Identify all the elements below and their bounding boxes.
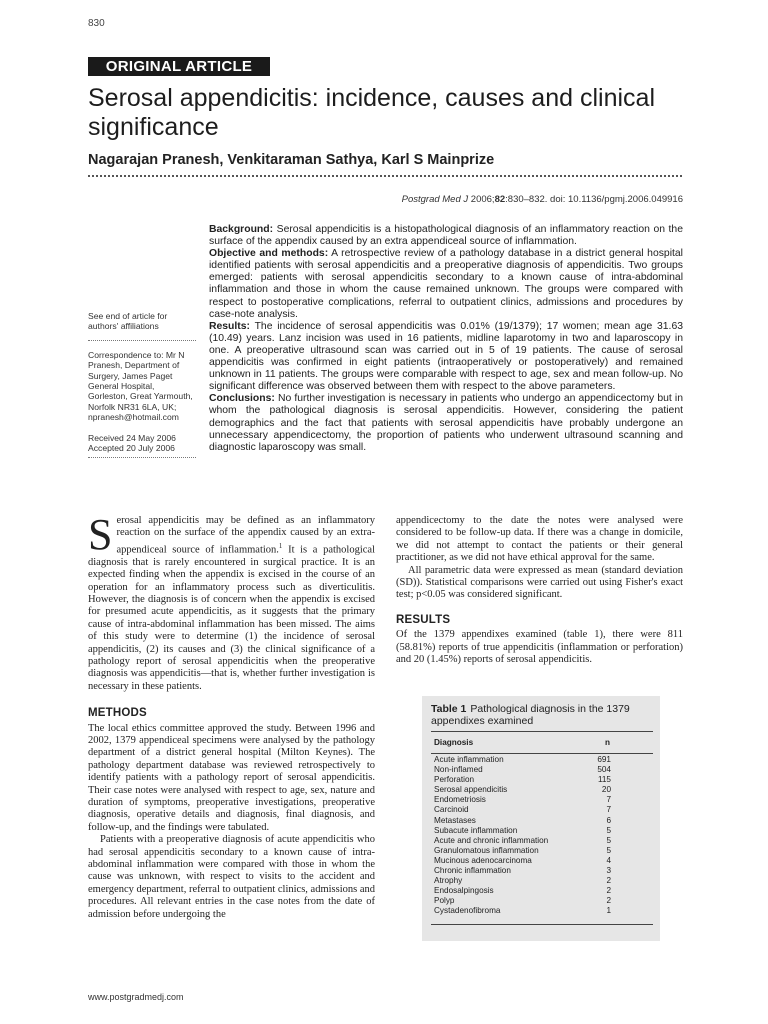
count-cell: 115 <box>597 775 611 785</box>
table-row <box>431 755 653 765</box>
diagnosis-cell: Endosalpingosis <box>434 886 494 896</box>
citation-volume: 82 <box>494 194 506 205</box>
table-row <box>431 876 653 886</box>
diagnosis-cell: Mucinous adenocarcinoma <box>434 855 532 865</box>
count-cell: 4 <box>606 855 611 865</box>
sidebar-divider <box>88 457 196 458</box>
diagnosis-cell: Perforation <box>434 775 475 785</box>
correspondence: Correspondence to: Mr N Pranesh, Department of Surgery, James Paget General Hospital, Gorleston, Great Yarmouth, Norfolk NR31 6LA, UK; npranesh@hotmail.com <box>88 349 193 423</box>
abstract-results-text: The incidence of serosal appendicitis was 0.01% (19/1379); 17 women; mean age 31.63 (10.49) years. Lanz incision was used in 16 patients, midline laparotomy in two and laparoscopy in one. A preoperative ultrasound scan was carried out in 5 of 19 patients. The cause of serosal appendicitis was confirmed in eight patients (intraoperatively or postoperatively) and remained unknown in 11 patients. The groups were comparable with respect to age, sex and mean follow-up. No significant difference was observed between them with respect to the above parameters. <box>209 320 683 393</box>
table-row <box>431 846 653 856</box>
abstract-background <box>209 224 683 248</box>
diagnosis-cell: Serosal appendicitis <box>434 785 508 795</box>
table-row <box>431 775 653 785</box>
methods-paragraph: The local ethics committee approved the study. Between 1996 and 2002, 1379 appendiceal specimens were analysed by the pathology department of a district general hospital (Milton Keynes). The pathology department database was reviewed retrospectively to identify patients with a pathology report of serosal appendicitis. Their case notes were analysed with respect to age, sex, nature and duration of symptoms, preoperative investigations, preoperative diagnosis, operative details and diagnosis, final diagnosis, and follow-up, and the findings were tabulated. <box>88 722 375 833</box>
table-row <box>431 826 653 836</box>
received-date: Received 24 May 2006 <box>88 432 176 443</box>
table-row <box>431 856 653 866</box>
diagnosis-cell: Endometriosis <box>434 795 486 805</box>
diagnosis-cell: Atrophy <box>434 876 463 886</box>
table-row <box>431 836 653 846</box>
abstract <box>209 224 683 454</box>
abstract-conclusions-heading: Conclusions: <box>209 393 275 405</box>
table-row <box>431 896 653 906</box>
results-paragraph: Of the 1379 appendixes examined (table 1), there were 811 (58.81%) reports of true appendicitis (inflammation or perforation) and 20 (1.45%) reports of serosal appendicitis. <box>396 629 683 666</box>
methods-paragraph: appendicectomy to the date the notes were analysed were considered to be follow-up data. If there was a change in domicile, we did not attempt to contact the patients or their general practitioner, as we did not have ethical approval for the same. <box>396 515 683 564</box>
drop-cap: S <box>88 510 113 559</box>
count-cell: 2 <box>606 886 611 896</box>
count-cell: 504 <box>597 765 611 775</box>
article-type-banner: ORIGINAL ARTICLE <box>88 57 270 76</box>
affiliations-note: See end of article for authors' affiliations <box>88 311 168 332</box>
citation-year: 2006; <box>468 194 495 205</box>
count-cell: 5 <box>606 825 611 835</box>
table-bottom-rule <box>431 924 653 925</box>
count-cell: 2 <box>606 896 611 906</box>
count-cell: 7 <box>606 805 611 815</box>
citation-line <box>300 194 683 205</box>
table-row <box>431 906 653 916</box>
table-label: Table 1 <box>431 703 467 715</box>
body-column-right <box>396 515 683 666</box>
methods-paragraph: All parametric data were expressed as mean (standard deviation (SD)). Statistical comparisons were carried out using Fisher's exact test; p<0.05 was considered significant. <box>396 564 683 601</box>
count-cell: 3 <box>606 866 611 876</box>
methods-paragraph: Patients with a preoperative diagnosis of acute appendicitis who had serosal appendicitis secondary to a known cause of intra-abdominal inflammation were compared with those in whom the cause was unknown, with respect to visits to the accident and emergency department, referral to outpatient clinics, admissions and procedures. All relevant entries in the case notes from the date of admission before undergoing the <box>88 834 376 920</box>
table-caption-text: Pathological diagnosis in the 1379 appendixes examined <box>431 703 630 727</box>
intro-text-continued: It is a pathological diagnosis that is rarely encountered in surgical practice. It is an expected finding when the appendix is excised in the course of an operation for an inflammatory process such as diverticulitis. However, the diagnosis is of concern when the appendix is excised for presumed acute appendicitis, as it suggests that the primary cause of intra-abdominal inflammation has been missed. The aims of this study were to determine (1) the incidence of serosal appendicitis, (2) its causes and (3) the clinical significance of a pathology report of serosal appendicitis when the preoperative diagnosis was appendicitis—that is, whether further investigation is necessary in these patients. <box>88 544 375 692</box>
journal-url: www.postgradmedj.com <box>88 992 184 1002</box>
table-row <box>431 795 653 805</box>
journal-name: Postgrad Med J <box>401 194 469 205</box>
table-1 <box>422 696 660 941</box>
citation-pages-doi: :830–832. doi: 10.1136/pgmj.2006.049916 <box>505 194 683 205</box>
article-title: Serosal appendicitis: incidence, causes and clinical significance <box>88 84 655 141</box>
diagnosis-cell: Carcinoid <box>434 805 469 815</box>
table-row <box>431 886 653 896</box>
diagnosis-cell: Subacute inflammation <box>434 825 518 835</box>
abstract-objective <box>209 248 683 321</box>
count-cell: 1 <box>606 906 611 916</box>
count-cell: 7 <box>606 795 611 805</box>
diagnosis-cell: Polyp <box>434 896 455 906</box>
methods-heading: METHODS <box>88 707 147 720</box>
sidebar-divider <box>88 340 196 341</box>
abstract-background-text: Serosal appendicitis is a histopathological diagnosis of an inflammatory reaction on the surface of the appendix caused by an extra appendiceal source of inflammation. <box>209 224 683 248</box>
abstract-conclusions <box>209 393 683 453</box>
article-sidebar <box>88 311 196 467</box>
dotted-divider <box>88 175 682 177</box>
abstract-conclusions-text: No further investigation is necessary in patients who undergo an appendicectomy but in whom the pathological diagnosis is serosal appendicitis. However, considering the patient demographics and the fact that patients with serosal appendicitis have probably undergone an unnecessary appendicectomy, the proportion of patients who underwent ultrasound scanning and diagnostic laparoscopy was small. <box>209 393 683 453</box>
results-heading: RESULTS <box>396 613 451 626</box>
diagnosis-cell: Cystadenofibroma <box>434 906 501 916</box>
table-row <box>431 805 653 815</box>
count-cell: 5 <box>606 835 611 845</box>
intro-text: erosal appendicitis may be defined as an inflammatory reaction on the surface of the appendix caused by an extra-appendiceal source of inflammation. <box>116 515 375 556</box>
abstract-objective-text: A retrospective review of a pathology database in a district general hospital identified patients with serosal appendicitis and a preoperative diagnosis of appendicitis. Two groups emerged: patients with serosal appendicitis secondary to a known cause of intra-abdominal inflammation and those in whom the cause remained unknown. The groups were compared with respect to postoperative complications, referral to outpatient clinics, admissions and procedures by case-note analysis. <box>209 248 683 320</box>
diagnosis-cell: Metastases <box>434 815 476 825</box>
count-cell: 691 <box>597 755 611 764</box>
abstract-background-heading: Background: <box>209 224 274 235</box>
table-row <box>431 866 653 876</box>
intro-paragraph <box>88 510 375 693</box>
abstract-results-heading: Results: <box>209 320 250 332</box>
table-row <box>431 816 653 826</box>
abstract-results <box>209 321 683 394</box>
table-row <box>431 765 653 775</box>
column-header-n: n <box>605 738 611 747</box>
table-row <box>431 785 653 795</box>
count-cell: 2 <box>606 876 611 886</box>
count-cell: 5 <box>606 845 611 855</box>
count-cell: 20 <box>601 785 611 795</box>
diagnosis-cell: Non-inflamed <box>434 765 483 775</box>
page-number: 830 <box>88 18 105 29</box>
diagnosis-cell: Acute and chronic inflammation <box>434 835 549 845</box>
table-header <box>431 731 653 754</box>
diagnosis-cell: Chronic inflammation <box>434 866 511 876</box>
author-list: Nagarajan Pranesh, Venkitaraman Sathya, Karl S Mainprize <box>88 152 495 168</box>
diagnosis-cell: Acute inflammation <box>434 755 504 764</box>
count-cell: 6 <box>606 815 611 825</box>
table-caption <box>431 703 653 727</box>
accepted-date: Accepted 20 July 2006 <box>88 443 175 454</box>
diagnosis-cell: Granulomatous inflammation <box>434 845 539 855</box>
column-header-diagnosis: Diagnosis <box>434 738 474 747</box>
body-column-left <box>88 510 376 921</box>
reference-marker: 1 <box>278 541 283 550</box>
table-body <box>431 755 653 917</box>
abstract-objective-heading: Objective and methods: <box>209 248 329 260</box>
